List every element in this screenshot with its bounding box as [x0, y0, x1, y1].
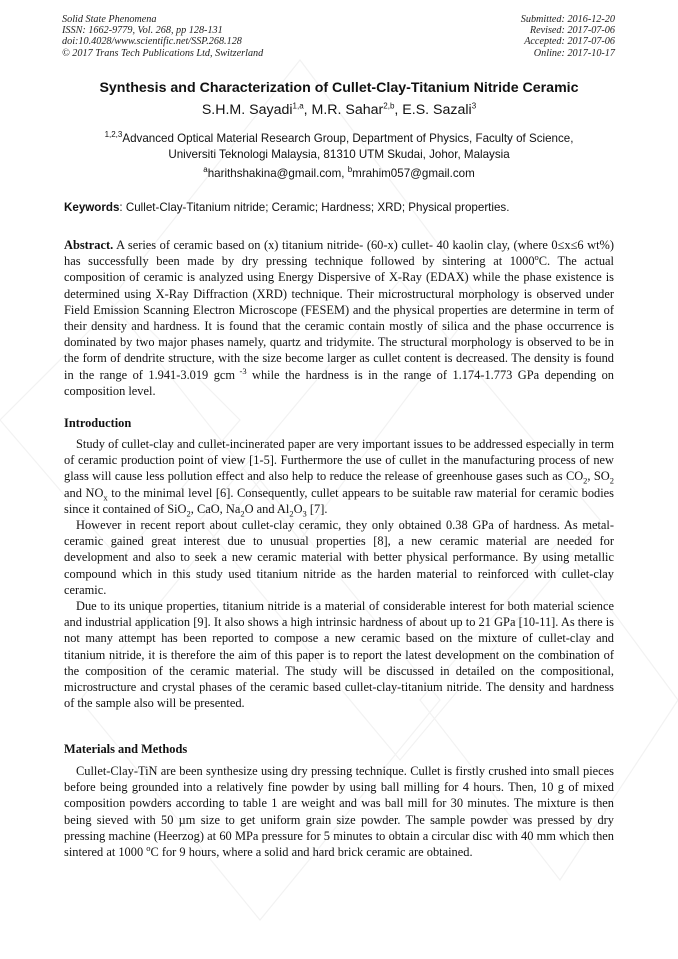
affiliation-marker: 1,2,3 — [104, 130, 123, 140]
affiliation-line-2: Universiti Teknologi Malaysia, 81310 UTM Skudai, Johor, Malaysia — [168, 147, 510, 161]
publication-dates — [521, 14, 615, 59]
methods-paragraph-1 — [64, 763, 614, 860]
author-2-affil: 2,b — [383, 101, 395, 111]
degree-symbol: o — [534, 252, 539, 263]
issn-line: ISSN: 1662-9779, Vol. 268, pp 128-131 — [62, 25, 223, 37]
journal-name: Solid State Phenomena — [62, 14, 157, 25]
text-run: O — [293, 501, 303, 516]
keywords-label: Keywords — [64, 201, 120, 214]
keywords-text: : Cullet-Clay-Titanium nitride; Ceramic; Hardness; XRD; Physical properties. — [119, 201, 510, 214]
submitted-date: Submitted: 2016-12-20 — [520, 14, 615, 25]
email-a-marker: a — [203, 165, 208, 175]
subscript: 3 — [302, 508, 307, 519]
author-separator: , — [303, 102, 312, 118]
intro-paragraph-2: However in recent report about cullet-clay ceramic, they only obtained 0.38 GPa of hardness. As metal-ceramic gained great interest due to unusual properties [8], a new ceramic material are needed for development and also to seek a new ceramic material with better physical performance. By using metallic compound which in this study used titanium nitride as the harden material to reinforced with cullet-clay ceramic. — [64, 518, 614, 597]
methods-heading: Materials and Methods — [64, 742, 188, 756]
subscript: 2 — [186, 508, 191, 519]
text-run: Cullet-Clay-TiN are been synthesize using dry pressing technique. Cullet is firstly crushed into small pieces before being grounded into a relatively fine powder by using ball milling for 4 hours. Then, 10 g of mixed composition powders according to table 1 are weight and was ball mill for 30 minutes. The mixture is then being sieved with 50 µm size to get uniform grain size powder. The sample powder was pressed by dry pressing machine (Heerzog) at 60 MPa pressure for 5 minutes to obtain a circular disc with 40 mm which then sintered at 1000 — [64, 764, 614, 860]
subscript: 2 — [240, 508, 245, 519]
text-run: [7]. — [306, 501, 328, 516]
email-a[interactable]: harithshakina@gmail.com — [207, 167, 342, 180]
abstract-text: C. The actual composition of ceramic is analyzed using Energy Dispersive of X-Ray (EDAX) while the phase existence is determined using X-Ray Diffraction (XRD) technique. Their microstructural morphology is observed under Field Emission Scanning Electron Microscope (FESEM) and the physical properties are determine in term of their density and hardness. It is found that the ceramic contain mostly of silica and the phase occurrence is dominated by two major phases namely, quartz and tridymite. The structural morphology is observed to be in the form of dendrite structure, with the size become larger as cullet content is decreased. The density is found in the range of 1.941-3.019 gcm — [64, 254, 614, 382]
author-3: E.S. Sazali — [402, 102, 472, 118]
doi-line: doi:10.4028/www.scientific.net/SSP.268.128 — [62, 36, 242, 48]
subscript: x — [103, 492, 108, 503]
text-run: to the minimal level [6]. Consequently, cullet appears to be suitable raw material for ceramic bodies since it contained of SiO — [64, 485, 614, 516]
author-separator: , — [394, 102, 403, 118]
methods-body — [64, 763, 614, 860]
affiliation — [40, 131, 638, 162]
author-1: S.H.M. Sayadi — [201, 102, 293, 118]
journal-info — [62, 14, 263, 59]
text-run: Study of cullet-clay and cullet-incinerated paper are very important issues to be addressed especially in term of ceramic production point of view [1-5]. Furthermore the use of cullet in the manufacturing process of new glass will cause less pollution effect and also help to reduce the release of greenhouse gases such as CO — [64, 437, 614, 484]
abstract-label: Abstract. — [64, 238, 114, 252]
introduction-body — [64, 436, 614, 711]
email-b-marker: b — [347, 165, 353, 175]
affiliation-line-1: Advanced Optical Material Research Group, Department of Physics, Faculty of Science, — [122, 132, 574, 145]
abstract-text: while the hardness is in the range of 1.174-1.773 GPa depending on composition level. — [64, 367, 614, 398]
intro-paragraph-3: Due to its unique properties, titanium nitride is a material of considerable interest for both material science and industrial application [9]. It also shows a high intrinsic hardness of about up to 21 GPa [10-11]. As there is not many attempt has been reported to compose a new ceramic based on the mixture of cullet-clay and titanium nitride, it is therefore the aim of this paper is to report the latest development on the combination of the composition of the ceramic material. The study will be discussed in detailed on the compositional, microstructure and crystal phases of the ceramic based cullet-clay-titanium nitride. The density and hardness of the sample also will be presented. — [64, 599, 614, 711]
introduction-heading: Introduction — [64, 416, 132, 430]
density-unit-sup: -3 — [235, 365, 247, 376]
revised-date: Revised: 2017-07-06 — [529, 25, 615, 37]
text-run: , CaO, Na — [190, 501, 241, 516]
copyright-line: © 2017 Trans Tech Publications Ltd, Switzerland — [62, 47, 264, 59]
online-date: Online: 2017-10-17 — [533, 47, 615, 59]
text-run: and NO — [64, 485, 104, 500]
text-run: C for 9 hours, where a solid and hard brick ceramic are obtained. — [150, 845, 473, 860]
author-3-affil: 3 — [471, 101, 477, 111]
author-2: M.R. Sahar — [311, 102, 384, 118]
author-list — [40, 102, 638, 118]
text-run: , SO — [587, 469, 610, 484]
text-run: O and Al — [244, 501, 290, 516]
abstract — [64, 237, 614, 399]
accepted-date: Accepted: 2017-07-06 — [524, 36, 615, 48]
degree-symbol: o — [146, 842, 151, 853]
email-separator: , — [341, 167, 348, 180]
author-emails — [40, 167, 638, 180]
keywords — [64, 201, 616, 214]
subscript: 2 — [583, 475, 588, 486]
email-b[interactable]: mrahim057@gmail.com — [352, 167, 475, 180]
paper-title: Synthesis and Characterization of Cullet-Clay-Titanium Nitride Ceramic — [99, 80, 579, 96]
subscript: 2 — [609, 475, 614, 486]
author-1-affil: 1,a — [292, 101, 304, 111]
subscript: 2 — [289, 508, 294, 519]
abstract-text: A series of ceramic based on (x) titanium nitride- (60-x) cullet- 40 kaolin clay, (where 0≤x≤6 wt%) has successfully been made by dry pressing technique followed by sintering at 1000 — [64, 238, 614, 269]
intro-paragraph-1 — [64, 436, 614, 517]
